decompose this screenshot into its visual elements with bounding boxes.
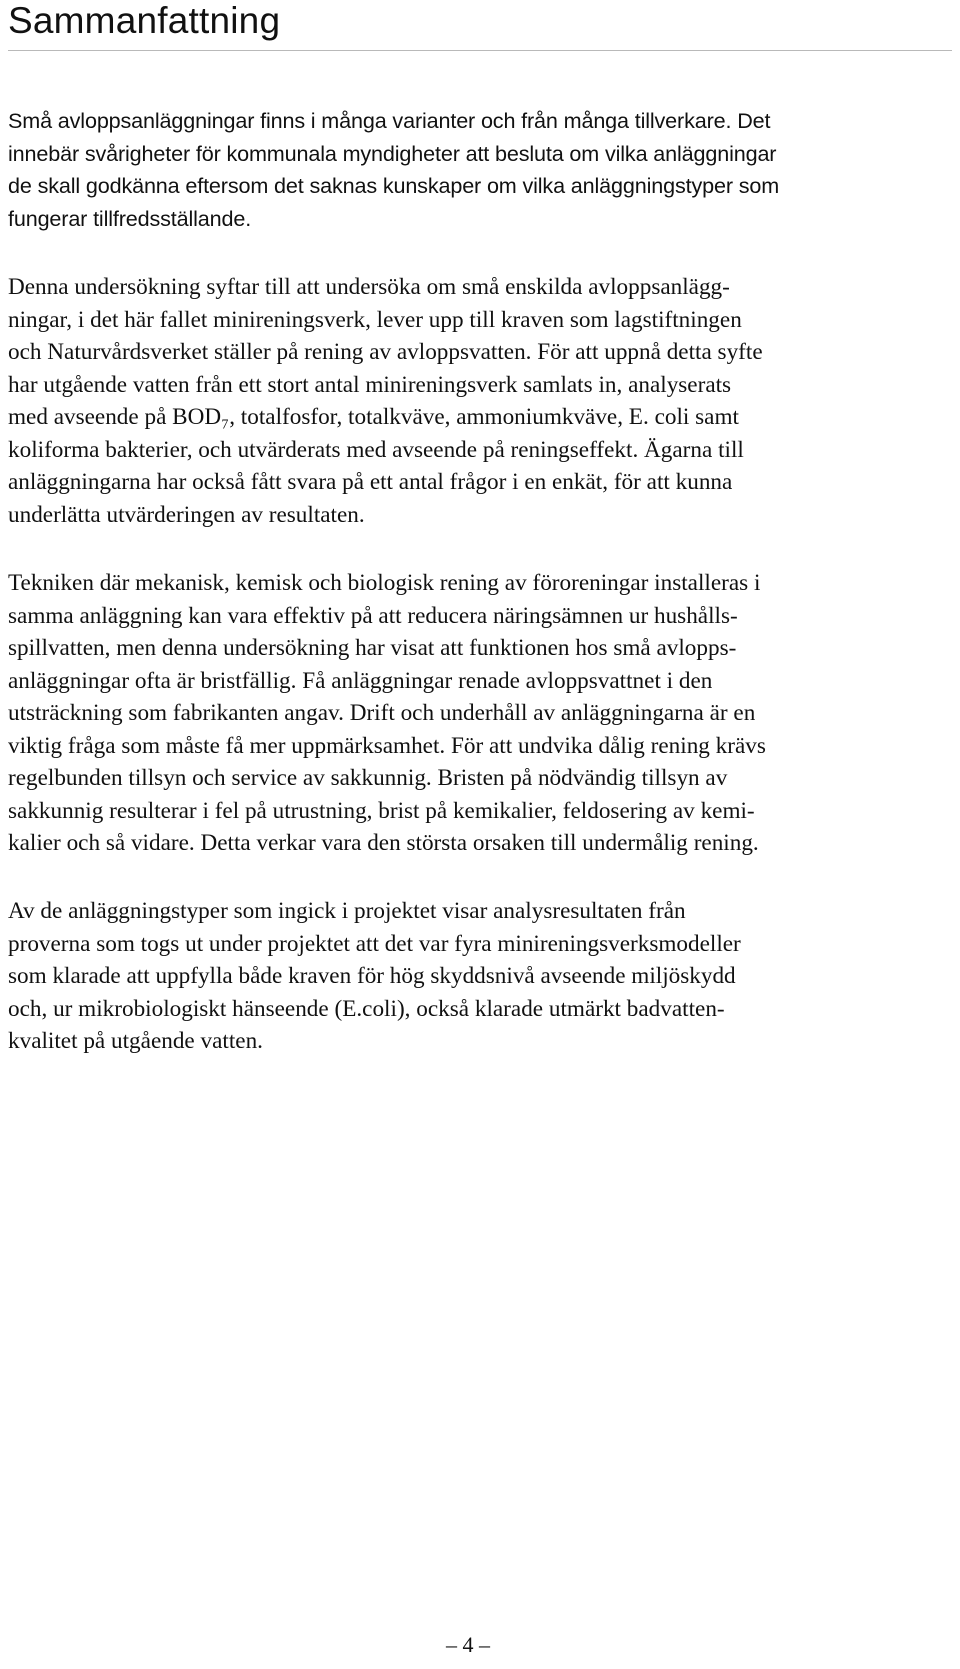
- text-line: kalier och så vidare. Detta verkar vara den största orsaken till undermålig rening.: [8, 830, 759, 856]
- text-line: fungerar tillfredsställande.: [8, 205, 252, 231]
- text-line: innebär svårigheter för kommunala myndigheter att besluta om vilka anläggningar: [8, 140, 777, 166]
- text-line: samma anläggning kan vara effektiv på att reducera näringsämnen ur hushålls-: [8, 602, 738, 629]
- text-line: Denna undersökning syftar till att undersöka om små enskilda avloppsanlägg-: [8, 274, 730, 300]
- text-line: underlätta utvärderingen av resultaten.: [8, 501, 365, 528]
- paragraph-intro: [8, 105, 952, 235]
- paragraph-purpose: [8, 271, 952, 531]
- text-line: som klarade att uppfylla både kraven för hög skyddsnivå avseende miljöskydd: [8, 963, 736, 989]
- paragraph-findings: [8, 567, 952, 860]
- text-line: Små avloppsanläggningar finns i många varianter och från många tillverkare. Det: [8, 108, 771, 133]
- text-line: och Naturvårdsverket ställer på rening av avloppsvatten. För att uppnå detta syfte: [8, 339, 763, 365]
- text-line: sakkunnig resulterar i fel på utrustning, brist på kemikalier, feldosering av kemi-: [8, 797, 755, 824]
- text-line: spillvatten, men denna undersökning har visat att funktionen hos små avlopps-: [8, 635, 737, 661]
- document-page: [8, 0, 952, 1054]
- text-line: Tekniken där mekanisk, kemisk och biologisk rening av föroreningar installeras i: [8, 570, 761, 596]
- paragraph-results: [8, 895, 952, 1058]
- text-line: och, ur mikrobiologiskt hänseende (E.coli), också klarade utmärkt badvatten-: [8, 995, 725, 1022]
- text-line: med avseende på BOD₇, totalfosfor, totalkväve, ammoniumkväve, E. coli samt: [8, 404, 739, 430]
- text-line: ningar, i det här fallet minireningsverk, lever upp till kraven som lagstiftningen: [8, 306, 742, 333]
- text-line: viktig fråga som måste få mer uppmärksamhet. För att undvika dålig rening krävs: [8, 732, 766, 759]
- text-line: anläggningar ofta är bristfällig. Få anläggningar renade avloppsvattnet i den: [8, 667, 713, 694]
- text-line: har utgående vatten från ett stort antal minireningsverk samlats in, analyserats: [8, 371, 732, 398]
- text-line: proverna som togs ut under projektet att det var fyra minireningsverksmodeller: [8, 930, 741, 957]
- text-line: Av de anläggningstyper som ingick i projektet visar analysresultaten från: [8, 898, 686, 924]
- text-line: regelbunden tillsyn och service av sakkunnig. Bristen på nödvändig tillsyn av: [8, 765, 728, 791]
- page-title: Sammanfattning: [8, 0, 281, 41]
- text-line: utsträckning som fabrikanten angav. Drift och underhåll av anläggningarna är en: [8, 700, 756, 726]
- text-line: koliforma bakterier, och utvärderats med avseende på reningseffekt. Ägarna till: [8, 436, 744, 463]
- text-line: anläggningarna har också fått svara på ett antal frågor i en enkät, för att kunna: [8, 469, 733, 495]
- title-divider: [8, 50, 952, 51]
- text-line: kvalitet på utgående vatten.: [8, 1028, 263, 1054]
- page-number: – 4 –: [446, 1632, 490, 1657]
- text-line: de skall godkänna eftersom det saknas kunskaper om vilka anläggningstyper som: [8, 173, 780, 198]
